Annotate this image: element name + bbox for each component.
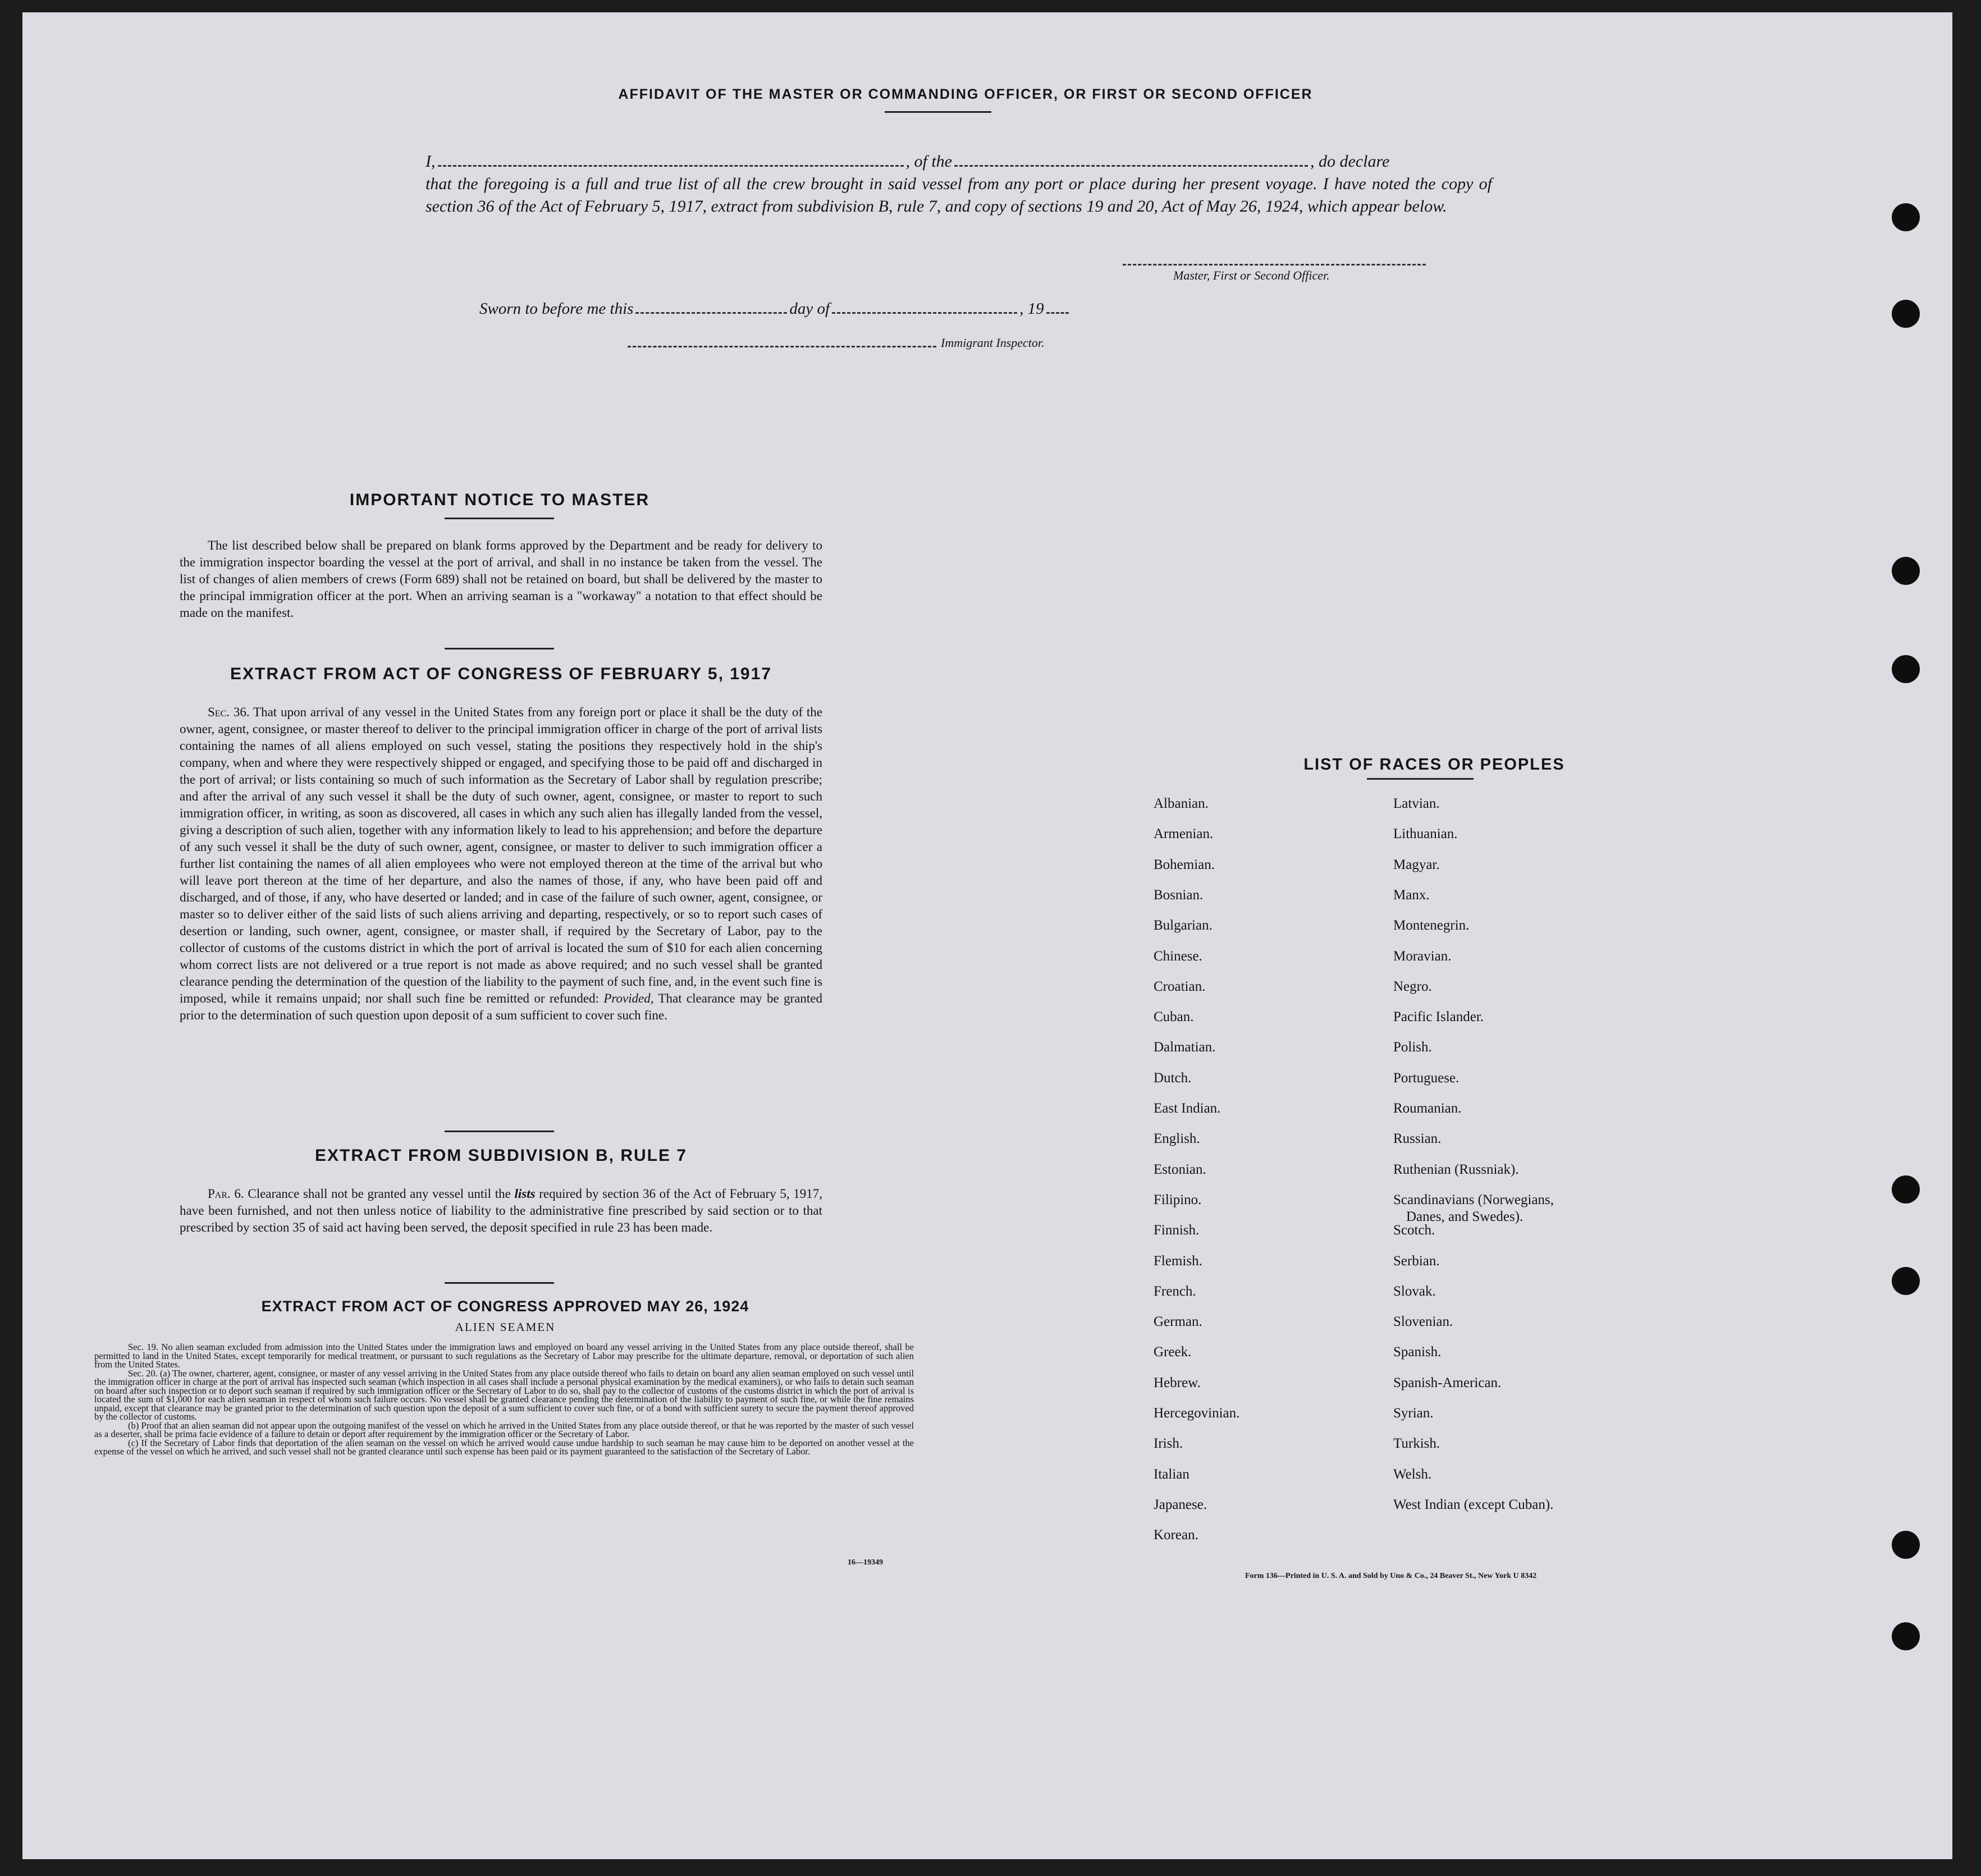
race-item-left: English. (1154, 1131, 1200, 1147)
provided-label: Provided, (603, 991, 654, 1005)
section-36-label: Sec. 36. (208, 705, 250, 719)
race-item-right: Spanish. (1393, 1344, 1442, 1360)
affidavit-i-label: I, (426, 152, 436, 171)
alien-seamen-subtitle: ALIEN SEAMEN (455, 1320, 556, 1334)
extract-1924-title: EXTRACT FROM ACT OF CONGRESS APPROVED MAY 26, 1924 (261, 1298, 749, 1315)
binder-hole (1892, 655, 1920, 683)
sworn-prefix: Sworn to before me this (479, 300, 634, 318)
race-item-right: Negro. (1393, 978, 1432, 994)
race-item-right: Roumanian. (1393, 1101, 1462, 1116)
race-item-right: West Indian (except Cuban). (1393, 1497, 1554, 1512)
race-item-right: Slovak. (1393, 1283, 1436, 1299)
race-item-left: Filipino. (1154, 1192, 1202, 1207)
race-item-right: Welsh. (1393, 1466, 1432, 1482)
race-item-right: Lithuanian. (1393, 826, 1458, 842)
race-item-left: Italian (1154, 1466, 1189, 1482)
rule7-body (180, 1186, 822, 1236)
section-divider (445, 648, 554, 649)
race-item-right: Scandinavians (Norwegians, (1393, 1192, 1554, 1207)
section-divider (445, 1131, 554, 1132)
race-item-left: Flemish. (1154, 1253, 1202, 1269)
race-item-left: Albanian. (1154, 796, 1209, 811)
race-item-left: Dalmatian. (1154, 1040, 1216, 1055)
affidavit-do-declare: , do declare (1310, 152, 1390, 171)
section-20c-text: (c) If the Secretary of Labor finds that deportation of the alien seaman on the vessel on which he arrived would cause undue hardship to such seaman he may cause him to be deported on another vessel at the expense of the vessel on which he arrived, and such vessel shall not be granted clearance until such expense has been paid or its payment guaranteed to the satisfaction of the Secretary of Labor. (94, 1437, 914, 1457)
race-item-right: Ruthenian (Russniak). (1393, 1161, 1519, 1177)
race-item-left: Croatian. (1154, 978, 1206, 994)
sworn-line (479, 300, 1071, 318)
month-blank (832, 312, 1017, 314)
race-item-left: French. (1154, 1283, 1196, 1299)
day-of-label: day of (789, 300, 830, 318)
par-6-label: Par. 6. (208, 1187, 244, 1201)
name-blank (438, 164, 904, 167)
race-item-left: Bosnian. (1154, 887, 1204, 903)
binder-hole (1892, 300, 1920, 328)
race-item-left: Japanese. (1154, 1497, 1207, 1512)
binder-hole (1892, 1622, 1920, 1650)
section-divider (445, 1282, 554, 1284)
race-item-left: Estonian. (1154, 1161, 1206, 1177)
race-item-left: Bulgarian. (1154, 918, 1213, 934)
race-item-right: Montenegrin. (1393, 918, 1470, 934)
extract-1917-body (180, 704, 822, 1024)
binder-hole (1892, 1175, 1920, 1204)
binder-hole (1892, 203, 1920, 231)
printer-line: Form 136—Printed in U. S. A. and Sold by Uno & Co., 24 Beaver St., New York U 8342 (1245, 1572, 1537, 1580)
race-item-right: Turkish. (1393, 1436, 1440, 1452)
race-item-left: Irish. (1154, 1436, 1183, 1452)
race-item-left: Chinese. (1154, 948, 1202, 964)
race-item-left: Bohemian. (1154, 857, 1215, 872)
race-item-right: Syrian. (1393, 1406, 1434, 1421)
race-item-right: Portuguese. (1393, 1070, 1460, 1086)
race-item-right: Latvian. (1393, 796, 1440, 811)
race-item-right: Polish. (1393, 1040, 1432, 1055)
race-item-right: Moravian. (1393, 948, 1452, 964)
master-signature-label: Master, First or Second Officer. (1173, 268, 1330, 282)
document-page (22, 12, 1952, 1859)
race-item-right: Danes, and Swedes). (1406, 1209, 1524, 1224)
race-item-left: Cuban. (1154, 1009, 1194, 1025)
title-divider (885, 111, 991, 113)
race-item-left: German. (1154, 1314, 1202, 1330)
race-item-left: Armenian. (1154, 826, 1214, 842)
binder-hole (1892, 557, 1920, 585)
rule7-text-before: Clearance shall not be granted any vessel until the (248, 1187, 511, 1201)
race-item-left: Greek. (1154, 1344, 1192, 1360)
race-item-left: Korean. (1154, 1527, 1198, 1543)
inspector-label: Immigrant Inspector. (941, 336, 1045, 350)
race-item-left: East Indian. (1154, 1101, 1221, 1116)
races-divider (1367, 778, 1474, 780)
affidavit-of-the-label: , of the (905, 152, 952, 171)
inspector-signature-line (628, 346, 936, 347)
races-title: LIST OF RACES OR PEOPLES (1303, 756, 1565, 774)
form-code: 16—19349 (848, 1558, 883, 1567)
race-item-right: Russian. (1393, 1131, 1442, 1147)
rule7-text-after: required by section 36 of the Act of February 5, 1917, have been furnished, and not then unless notice of liability to the administrative fine prescribed by said section or to that prescribed by section 35 of said act having been served, the deposit specified in rule 23 has been made. (180, 1187, 823, 1234)
notice-title: IMPORTANT NOTICE TO MASTER (349, 491, 650, 509)
provided-text: That clearance may be granted prior to the determination of such question upon deposit of a sum sufficient to cover such fine. (180, 991, 822, 1022)
extract-1917-title: EXTRACT FROM ACT OF CONGRESS OF FEBRUARY 5, 1917 (230, 665, 772, 683)
binder-hole (1892, 1267, 1920, 1295)
race-item-left: Hebrew. (1154, 1375, 1201, 1390)
race-item-left: Hercegovinian. (1154, 1406, 1240, 1421)
notice-divider (445, 518, 554, 519)
vessel-blank (954, 164, 1308, 167)
race-item-right: Pacific Islander. (1393, 1009, 1484, 1025)
rule7-title: EXTRACT FROM SUBDIVISION B, RULE 7 (314, 1146, 688, 1165)
binder-hole (1892, 1531, 1920, 1559)
race-item-left: Dutch. (1154, 1070, 1192, 1086)
affidavit-body: that the foregoing is a full and true list of all the crew brought in said vessel from any port or place during her present voyage. I have noted the copy of section 36 of the Act of February 5, 1917, extract from subdivision B, rule 7, and copy of sections 19 and 20, Act of May 26, 1924, which appear below. (426, 175, 1492, 216)
race-item-right: Manx. (1393, 887, 1430, 903)
race-item-right: Serbian. (1393, 1253, 1440, 1269)
affidavit-title: AFFIDAVIT OF THE MASTER OR COMMANDING OFFICER, OR FIRST OR SECOND OFFICER (618, 86, 1313, 102)
extract-1924-body (94, 1343, 914, 1456)
section-20b-text: (b) Proof that an alien seaman did not appear upon the outgoing manifest of the vessel on which he arrived in the United States from any place outside thereof, or that he was reported by the master of such vessel as a deserter, shall be prima facie evidence of a failure to detain or deport after requirement by the immigration officer or the Secretary of Labor. (94, 1420, 914, 1439)
race-item-right: Magyar. (1393, 857, 1440, 872)
race-item-right: Scotch. (1393, 1223, 1435, 1238)
day-blank (635, 312, 787, 314)
affidavit-paragraph (426, 150, 1492, 218)
lists-word: lists (514, 1187, 536, 1201)
section-20a-text: Sec. 20. (a) The owner, charterer, agent, consignee, or master of any vessel arriving in the United States from any place outside thereof who fails to detain on board any alien seaman employed on such vessel until the immigration officer in charge at the port of arrival has inspected such seaman (which inspection in all cases shall include a personal physical examination by the medical examiners), or who fails to detain such seaman on board after such inspection or to deport such seaman if required by such immigration officer or the Secretary of Labor to do so, shall pay to the collector of customs of the customs district in which the port of arrival is located the sum of $1,000 for each alien seaman in respect of whom such failure occurs. No vessel shall be granted clearance pending the determination of the liability to payment of such fine, or while the fine remains unpaid, except that clearance may be granted prior to the determination of such question upon the deposit of a sum sufficient to cover such fine, or of a bond with sufficient surety to secure the payment thereof approved by the collector of customs. (94, 1367, 914, 1422)
section-36-text: That upon arrival of any vessel in the United States from any foreign port or place it shall be the duty of the owner, agent, consignee, or master thereof to deliver to the principal immigration officer in charge of the port of arrival lists containing the names of all aliens employed on such vessel, stating the positions they respectively hold in the ship's company, when and where they were respectively shipped or engaged, and specifying those to be paid off and discharged in the port of arrival; or lists containing so much of such information as the Secretary of Labor shall by regulation prescribe; and after the arrival of any such vessel it shall be the duty of such owner, agent, consignee, or master to report to such immigration officer, in writing, as soon as discovered, all cases in which any such alien has illegally landed from the vessel, giving a description of such alien, together with any information likely to lead to his apprehension; and before the departure of any such vessel it shall be the duty of such owner, agent, consignee, or master to deliver to such immigration officer a further list containing the names of all alien employees who were not employed thereon at the time of the arrival but who will leave port thereon at the time of her departure, and also the names of those, if any, who have been paid off and discharged, and of those, if any, who have deserted or landed; and in case of the failure of such owner, agent, consignee, or master so to deliver either of the said lists of such aliens arriving and departing, respectively, or so to report such cases of desertion or landing, such owner, agent, consignee, or master shall, if required by the Secretary of Labor, pay to the collector of customs of the customs district in which the port of arrival is located the sum of $10 for each alien concerning whom correct lists are not delivered or a true report is not made as above required; and no such vessel shall be granted clearance pending the determination of the question of the liability to the payment of such fine, and, in the event such fine is imposed, while it remains unpaid; nor shall such fine be remitted or refunded: (180, 705, 822, 1005)
notice-body: The list described below shall be prepared on blank forms approved by the Department and be ready for delivery to the immigration inspector boarding the vessel at the port of arrival, and shall in no instance be taken from the vessel. The list of changes of alien members of crews (Form 689) shall not be retained on board, but shall be delivered by the master to the principal immigration officer at the port. When an arriving seaman is a "workaway" a notation to that effect should be made on the manifest. (180, 538, 822, 620)
section-19-text: Sec. 19. No alien seaman excluded from admission into the United States under the immigration laws and employed on board any vessel arriving in the United States from any place outside thereof, shall be permitted to land in the United States, except temporarily for medical treatment, or pursuant to such regulations as the Secretary of Labor may prescribe for the ultimate departure, removal, or deportation of such alien from the United States. (94, 1342, 914, 1370)
year-prefix: , 19 (1019, 300, 1044, 318)
year-blank (1046, 312, 1069, 314)
race-item-left: Finnish. (1154, 1223, 1200, 1238)
master-signature-line (1123, 264, 1426, 266)
race-item-right: Slovenian. (1393, 1314, 1453, 1330)
race-item-right: Spanish-American. (1393, 1375, 1502, 1390)
